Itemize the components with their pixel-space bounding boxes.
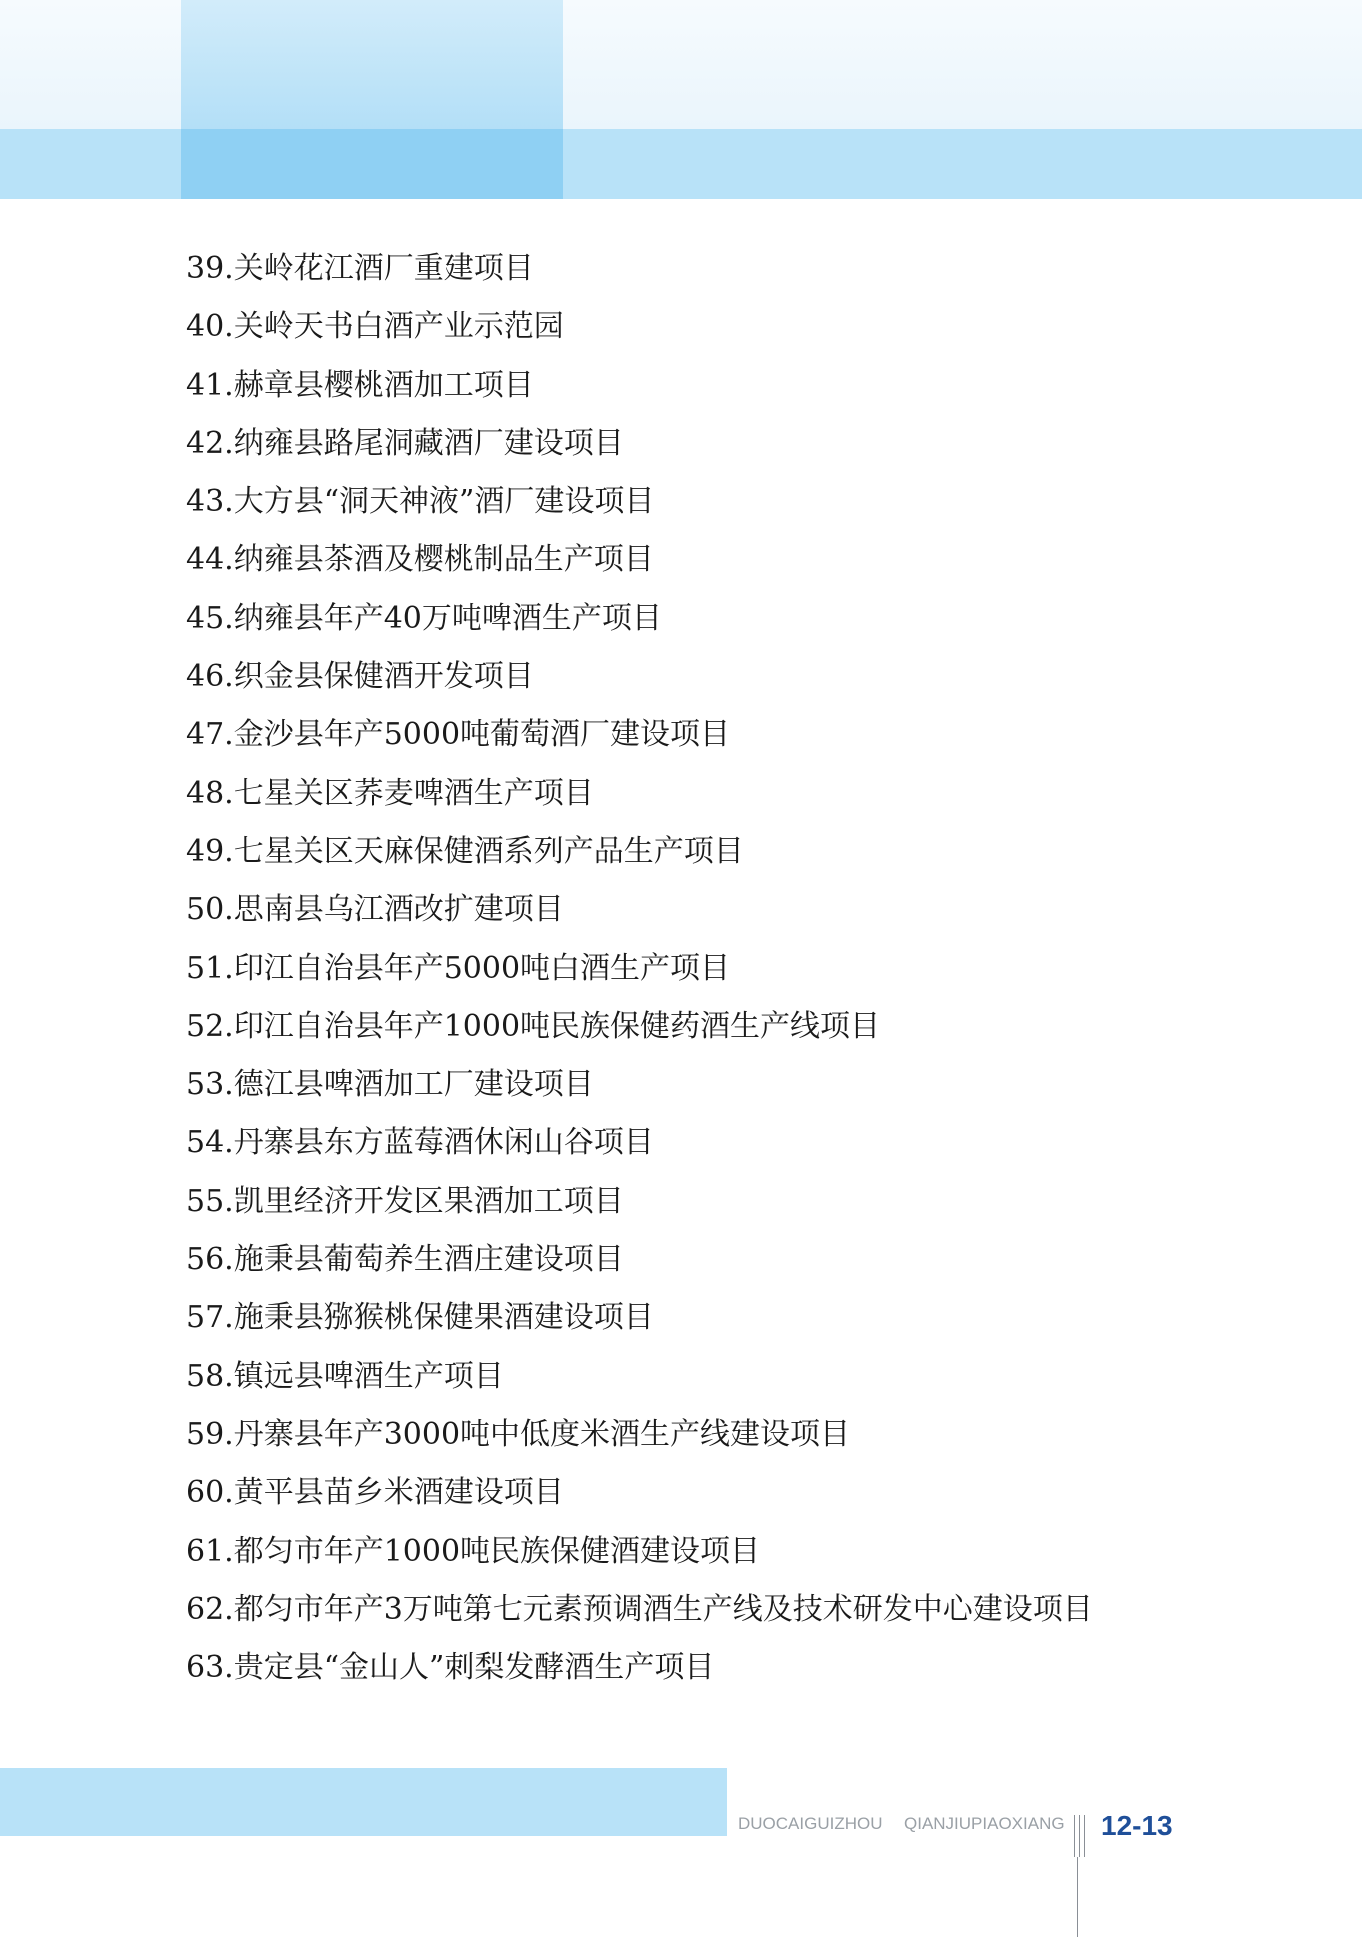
list-item: 60.黄平县苗乡米酒建设项目 <box>186 1475 564 1511</box>
list-item: 53.德江县啤酒加工厂建设项目 <box>186 1067 594 1103</box>
list-item: 58.镇远县啤酒生产项目 <box>186 1358 504 1394</box>
list-item: 62.都匀市年产3万吨第七元素预调酒生产线及技术研发中心建设项目 <box>186 1591 1093 1627</box>
list-item: 47.金沙县年产5000吨葡萄酒厂建设项目 <box>186 717 731 753</box>
header-accent-block-lower <box>181 129 563 199</box>
list-item: 44.纳雍县茶酒及樱桃制品生产项目 <box>186 542 654 578</box>
list-item: 54.丹寨县东方蓝莓酒休闲山谷项目 <box>186 1125 654 1161</box>
list-item: 45.纳雍县年产40万吨啤酒生产项目 <box>186 600 662 636</box>
list-item: 42.纳雍县路尾洞藏酒厂建设项目 <box>186 425 624 461</box>
footer-divider-long <box>1077 1857 1078 1937</box>
footer-divider <box>1084 1815 1085 1857</box>
list-item: 51.印江自治县年产5000吨白酒生产项目 <box>186 950 731 986</box>
list-item: 63.贵定县“金山人”刺梨发酵酒生产项目 <box>186 1650 715 1686</box>
list-item: 61.都匀市年产1000吨民族保健酒建设项目 <box>186 1533 761 1569</box>
list-item: 43.大方县“洞天神液”酒厂建设项目 <box>186 484 655 520</box>
list-item: 56.施秉县葡萄养生酒庄建设项目 <box>186 1242 624 1278</box>
footer-series-text: DUOCAIGUIZHOU <box>738 1814 883 1833</box>
list-item: 57.施秉县猕猴桃保健果酒建设项目 <box>186 1300 654 1336</box>
list-item: 48.七星关区荞麦啤酒生产项目 <box>186 775 594 811</box>
list-item: 49.七星关区天麻保健酒系列产品生产项目 <box>186 833 744 869</box>
footer-divider <box>1079 1815 1080 1857</box>
page-number: 12-13 <box>1101 1810 1173 1841</box>
list-item: 39.关岭花江酒厂重建项目 <box>186 251 534 286</box>
list-item: 50.思南县乌江酒改扩建项目 <box>186 892 564 928</box>
list-item: 55.凯里经济开发区果酒加工项目 <box>186 1183 624 1219</box>
list-item: 59.丹寨县年产3000吨中低度米酒生产线建设项目 <box>186 1416 851 1452</box>
project-list <box>186 247 1093 1704</box>
list-item: 40.关岭天书白酒产业示范园 <box>186 309 564 345</box>
list-item: 46.织金县保健酒开发项目 <box>186 659 534 695</box>
footer-divider <box>1074 1815 1075 1857</box>
footer-subtitle-text: QIANJIUPIAOXIANG <box>904 1814 1065 1833</box>
list-item: 41.赫章县樱桃酒加工项目 <box>186 367 534 403</box>
list-item: 52.印江自治县年产1000吨民族保健药酒生产线项目 <box>186 1008 881 1044</box>
footer-band <box>0 1768 727 1836</box>
